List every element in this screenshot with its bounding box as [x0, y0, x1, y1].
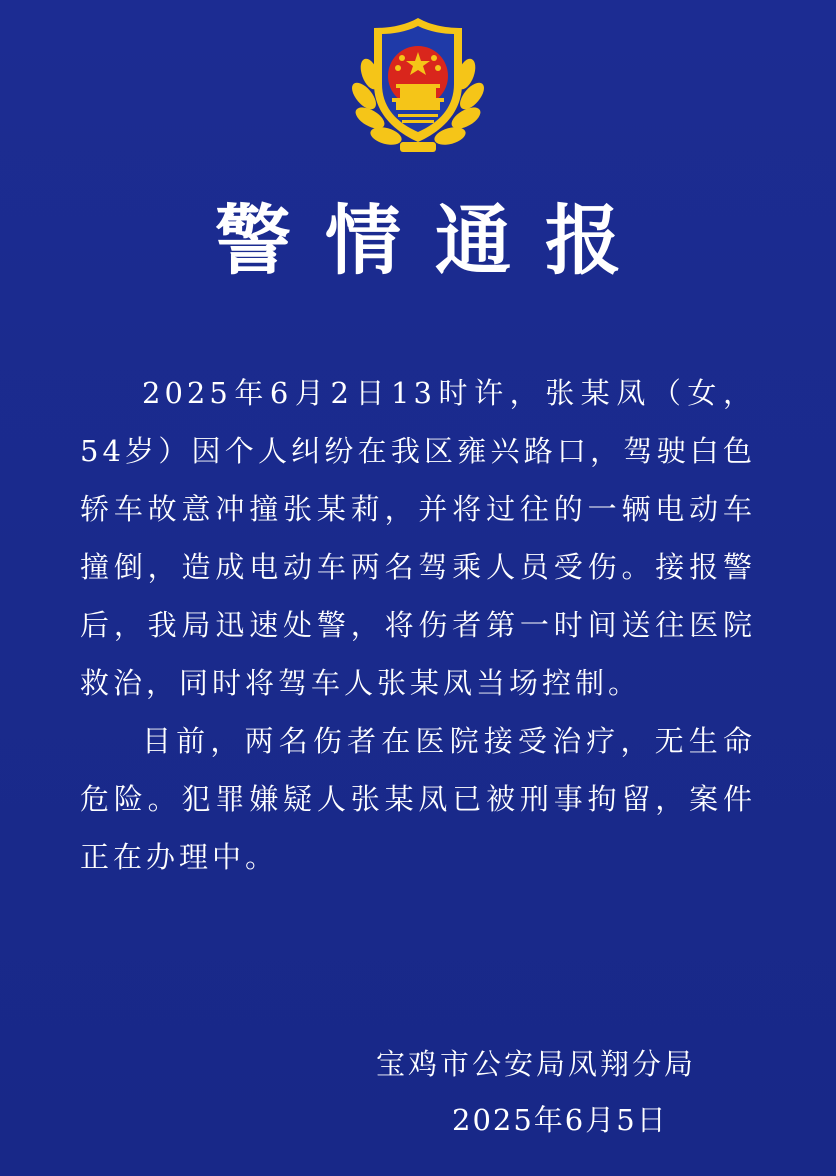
notice-title: 警情通报	[215, 196, 655, 285]
issue-date: 2025年6月5日	[452, 1103, 668, 1137]
issuer-name: 宝鸡市公安局凤翔分局	[376, 1047, 697, 1081]
notice-paragraph: 2025年6月2日13时许，张某凤（女，54岁）因个人纠纷在我区雍兴路口，驾驶白色轿车故意冲撞张某莉，并将过往的一辆电动车撞倒，造成电动车两名驾乘人员受伤。接报警后，我局迅速处警，将伤者第一时间送往医院救治，同时将驾车人张某凤当场控制。	[80, 376, 756, 700]
police-emblem-icon	[348, 14, 488, 156]
notice-paragraph: 目前，两名伤者在医院接受治疗，无生命危险。犯罪嫌疑人张某凤已被刑事拘留，案件正在办理中。	[80, 724, 756, 874]
notice-body	[80, 364, 756, 886]
